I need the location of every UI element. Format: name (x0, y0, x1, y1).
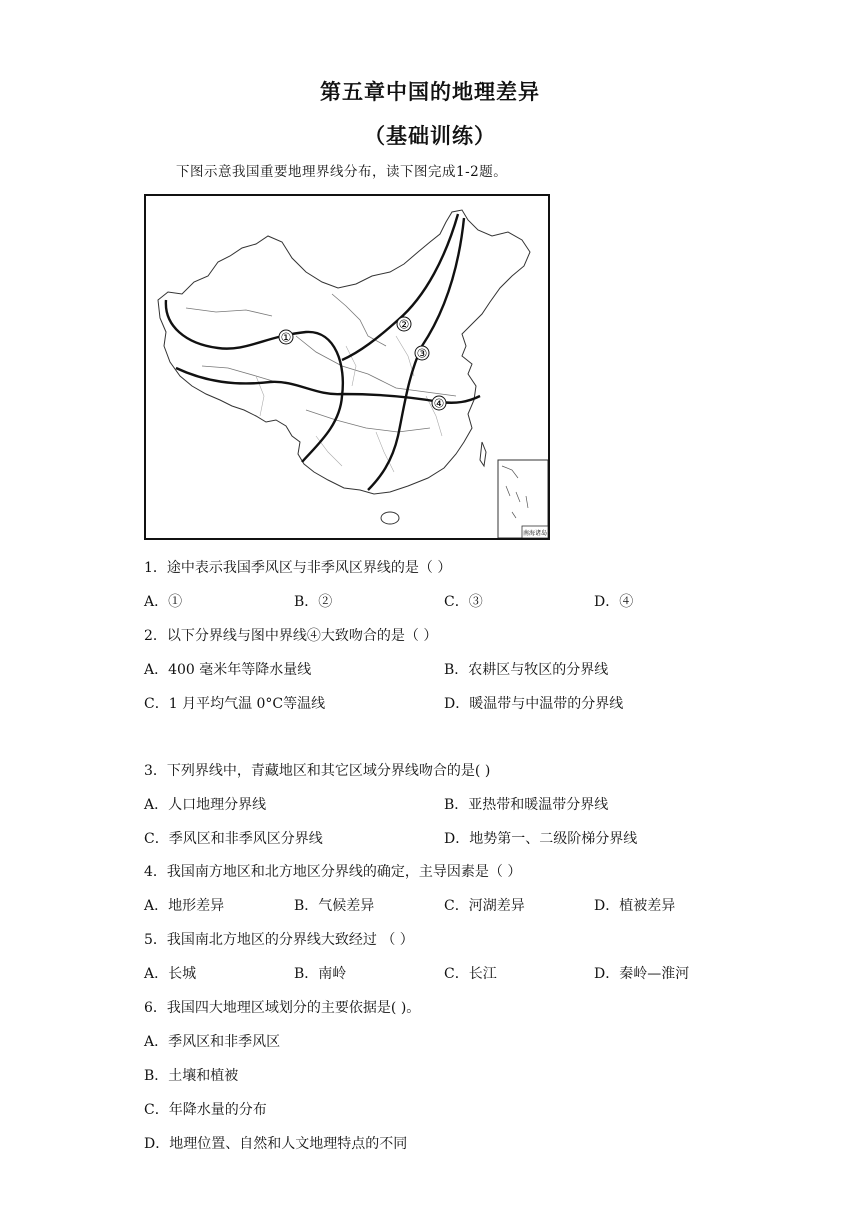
question-1-stem: 1．途中表示我国季风区与非季风区界线的是（ ） (144, 560, 452, 576)
question-4-stem: 4．我国南方地区和北方地区分界线的确定，主导因素是（ ） (144, 864, 522, 880)
question-4-option-c[interactable]: C．河湖差异 (444, 898, 525, 914)
question-5-option-b[interactable]: B．南岭 (294, 966, 347, 982)
marker-3 (415, 346, 429, 361)
svg-text:④: ④ (433, 396, 445, 411)
question-3-option-a[interactable]: A．人口地理分界线 (144, 797, 267, 813)
svg-text:②: ② (398, 317, 410, 332)
question-1-option-a[interactable]: A．① (144, 594, 183, 610)
question-1-option-d[interactable]: D．④ (594, 594, 634, 610)
hainan-island (381, 512, 399, 524)
inset-label: 南海诸岛 (522, 530, 548, 537)
question-6-option-a[interactable]: A．季风区和非季风区 (144, 1034, 281, 1050)
marker-4 (432, 396, 446, 411)
question-3-option-c[interactable]: C．季风区和非季风区分界线 (144, 831, 323, 847)
question-3-stem: 3．下列界线中，青藏地区和其它区域分界线吻合的是( ) (144, 763, 491, 779)
question-5-stem: 5．我国南北方地区的分界线大致经过 （ ） (144, 932, 414, 948)
question-2-option-d[interactable]: D．暖温带与中温带的分界线 (444, 696, 624, 712)
taiwan-island (480, 442, 486, 466)
question-3-option-b[interactable]: B．亚热带和暖温带分界线 (444, 797, 609, 813)
question-5-option-c[interactable]: C．长江 (444, 966, 497, 982)
question-2-stem: 2．以下分界线与图中界线④大致吻合的是（ ） (144, 628, 438, 644)
question-2-option-b[interactable]: B．农耕区与牧区的分界线 (444, 662, 609, 678)
question-5-option-d[interactable]: D．秦岭—淮河 (594, 966, 690, 982)
question-5-option-a[interactable]: A．长城 (144, 966, 197, 982)
boundary-line-1 (166, 300, 343, 462)
question-6-stem: 6．我国四大地理区域划分的主要依据是( )。 (144, 1000, 421, 1016)
question-2-option-c[interactable]: C．1 月平均气温 0°C等温线 (144, 696, 326, 712)
question-4-option-b[interactable]: B．气候差异 (294, 898, 375, 914)
question-4-option-d[interactable]: D．植被差异 (594, 898, 676, 914)
intro-text: 下图示意我国重要地理界线分布，读下图完成1-2题。 (176, 164, 508, 180)
marker-2 (397, 317, 411, 332)
china-map-figure (146, 196, 548, 538)
svg-text:③: ③ (416, 346, 428, 361)
svg-text:①: ① (280, 330, 292, 345)
country-outline (158, 210, 530, 494)
question-4-option-a[interactable]: A．地形差异 (144, 898, 225, 914)
question-1-option-c[interactable]: C．③ (444, 594, 483, 610)
question-6-option-c[interactable]: C．年降水量的分布 (144, 1102, 267, 1118)
boundary-line-2 (342, 214, 458, 360)
question-6-option-d[interactable]: D．地理位置、自然和人文地理特点的不同 (144, 1136, 408, 1152)
page-title: 第五章中国的地理差异 (320, 79, 540, 104)
question-3-option-d[interactable]: D．地势第一、二级阶梯分界线 (444, 831, 638, 847)
page-subtitle: （基础训练） (364, 123, 496, 148)
question-1-option-b[interactable]: B．② (294, 594, 333, 610)
question-6-option-b[interactable]: B．土壤和植被 (144, 1068, 239, 1084)
question-2-option-a[interactable]: A．400 毫米年等降水量线 (144, 662, 312, 678)
marker-1 (279, 330, 293, 345)
south-china-sea-inset (498, 460, 548, 538)
boundary-map (144, 194, 550, 540)
